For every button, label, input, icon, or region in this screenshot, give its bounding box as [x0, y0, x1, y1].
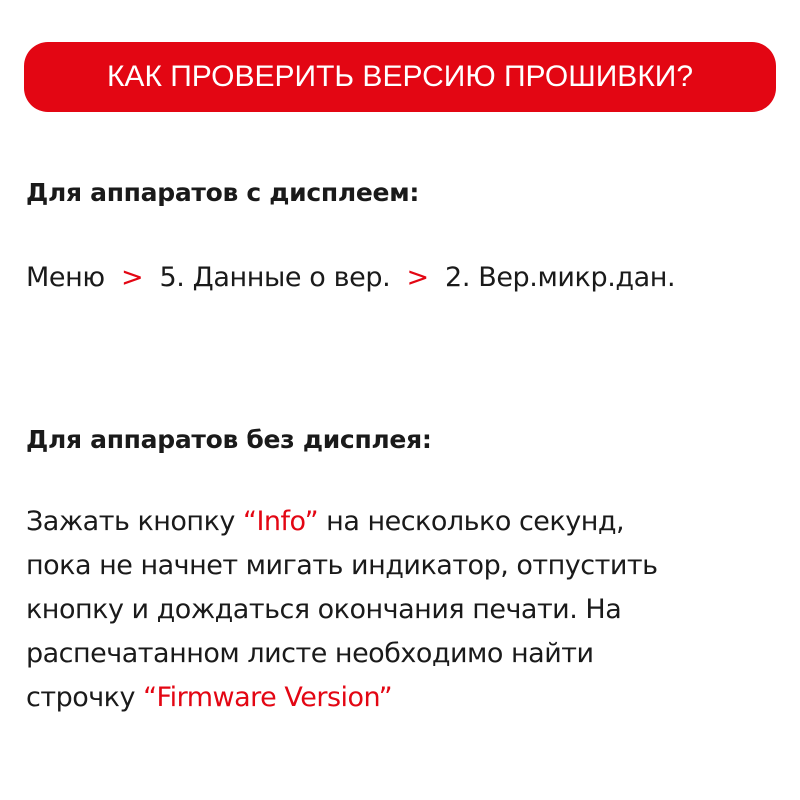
firmware-version-label: “Firmware Version”	[143, 682, 393, 713]
path-separator-2: >	[406, 262, 429, 293]
menu-path	[26, 262, 675, 293]
menu-path-step-3: 2. Вер.микр.дан.	[445, 262, 676, 293]
instruction-text: на несколько секунд,	[318, 506, 625, 537]
instruction-line-3: кнопку и дождаться окончания печати. На	[26, 594, 622, 625]
info-button-label: “Info”	[242, 506, 319, 537]
without-display-heading: Для аппаратов без дисплея:	[26, 425, 432, 454]
instruction-line-1	[26, 500, 786, 544]
instruction-text: Зажать кнопку	[26, 506, 243, 537]
menu-path-step-2: 5. Данные о вер.	[159, 262, 391, 293]
page-title: КАК ПРОВЕРИТЬ ВЕРСИЮ ПРОШИВКИ?	[106, 60, 694, 93]
title-banner	[24, 42, 776, 112]
instruction-line-5	[26, 676, 786, 720]
instructions-paragraph	[26, 500, 786, 720]
instruction-line-4: распечатанном листе необходимо найти	[26, 638, 594, 669]
with-display-heading: Для аппаратов с дисплеем:	[26, 178, 420, 207]
path-separator-1: >	[120, 262, 144, 293]
instruction-line-2: пока не начнет мигать индикатор, отпустить	[26, 550, 658, 581]
instruction-text: строчку	[26, 682, 144, 713]
menu-path-step-1: Меню	[26, 262, 105, 293]
